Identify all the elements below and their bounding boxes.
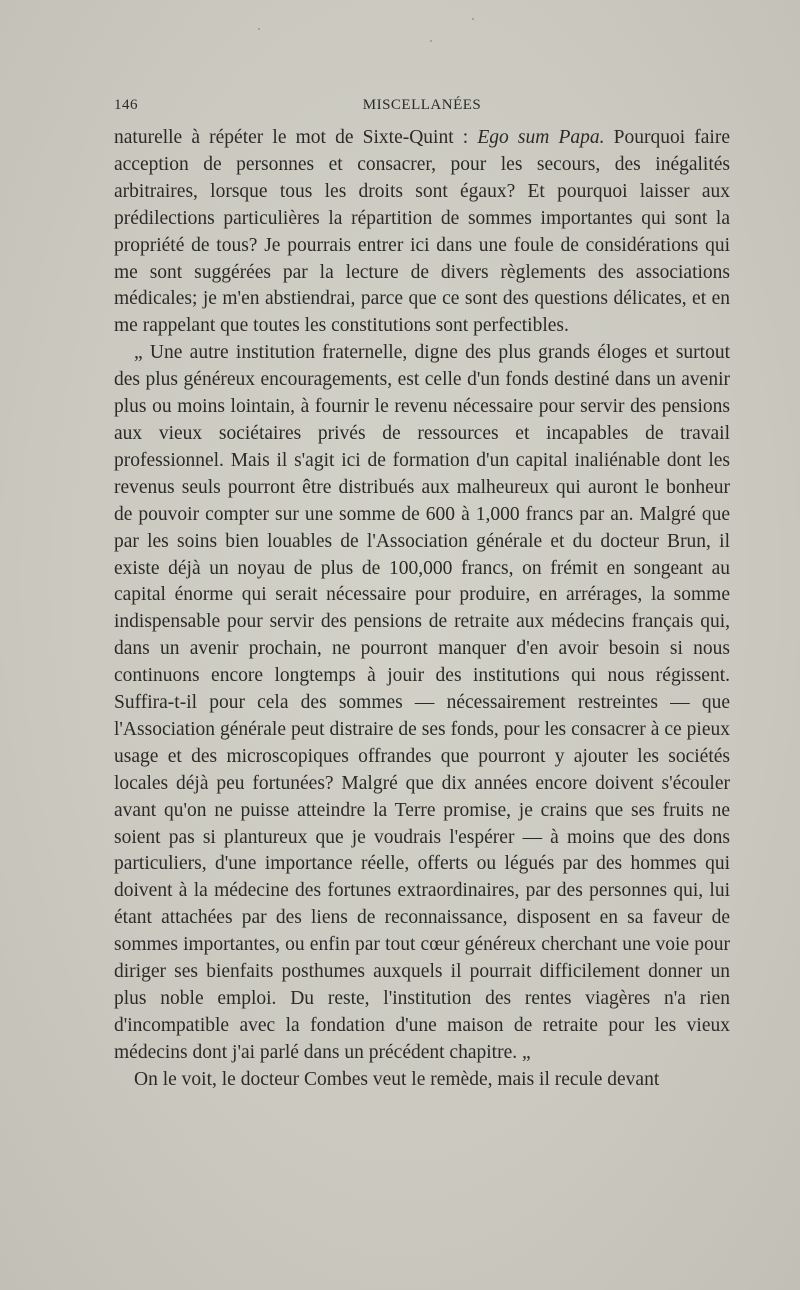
latin-quote: Ego sum Papa. [477,127,605,148]
paragraph-continuation [114,125,730,340]
paragraph-text: Pourquoi faire acception de personnes et consacrer, pour les secours, des inégalités arbitraires, lorsque tous les droits sont égaux? Et pourquoi laisser aux prédilections particulières la répartition de sommes importantes qui sont la propriété de tous? Je pourrais entrer ici dans une foule de considérations qui me sont suggérées par la lecture de divers règlements des associations médicales; je m'en abstiendrai, parce que ce sont des questions délicates, et en me rappelant que toutes les constitutions sont perfectibles. [114,127,731,337]
page-number: 146 [114,97,138,113]
running-title: MISCELLANÉES [362,97,482,113]
paragraph-text: naturelle à répéter le mot de Sixte-Quint : [114,127,478,148]
body-text [114,125,730,1094]
paragraph-final: On le voit, le docteur Combes veut le remède, mais il recule devant [134,1068,660,1090]
paper-speck [258,28,260,30]
paper-speck [430,40,432,42]
paragraph-quoted: „ Une autre institution fraternelle, digne des plus grands éloges et surtout des plus généreux encouragements, est celle d'un fonds destiné dans un avenir plus ou moins lointain, à fournir le revenu nécessaire pour servir des pensions aux vieux sociétaires privés de ressources et incapables de travail professionnel. Mais il s'agit ici de formation d'un capital inaliénable dont les revenus seuls pourront être distribués aux malheureux qui auront le bonheur de pouvoir compter sur une somme de 600 à 1,000 francs par an. Malgré que par les soins bien louables de l'Association générale et du docteur Brun, il existe déjà un noyau de plus de 100,000 francs, on frémit en songeant au capital énorme qui serait nécessaire pour produire, en arrérages, la somme indispensable pour servir des pensions de retraite aux médecins français qui, dans un avenir prochain, ne pourront manquer d'en avoir besoin si nous continuons encore longtemps à jouir des institutions qui nous régissent. Suffira-t-il pour cela des sommes — nécessairement restreintes — que l'Association générale peut distraire de ses fonds, pour les consacrer à ce pieux usage et des microscopiques offrandes que pourront y ajouter les sociétés locales déjà peu fortunées? Malgré que dix années encore doivent s'écouler avant qu'on ne puisse atteindre la Terre promise, je crains que ses fruits ne soient pas si plantureux que je voudrais l'espérer — à moins que des dons particuliers, d'une importance réelle, offerts ou légués par des hommes qui doivent à la médecine des fortunes extraordinaires, par des personnes qui, lui étant attachées par des liens de reconnaissance, disposent en sa faveur de sommes importantes, ou enfin par tout cœur généreux cherchant une voie pour diriger ses bienfaits posthumes auxquels il pourrait difficilement donner un plus noble emploi. Du reste, l'institution des rentes viagères n'a rien d'incompatible avec la fondation d'une maison de retraite pour les vieux médecins dont j'ai parlé dans un précédent chapitre. „ [114,342,730,1063]
page-header [114,97,730,121]
paper-speck [472,18,474,20]
